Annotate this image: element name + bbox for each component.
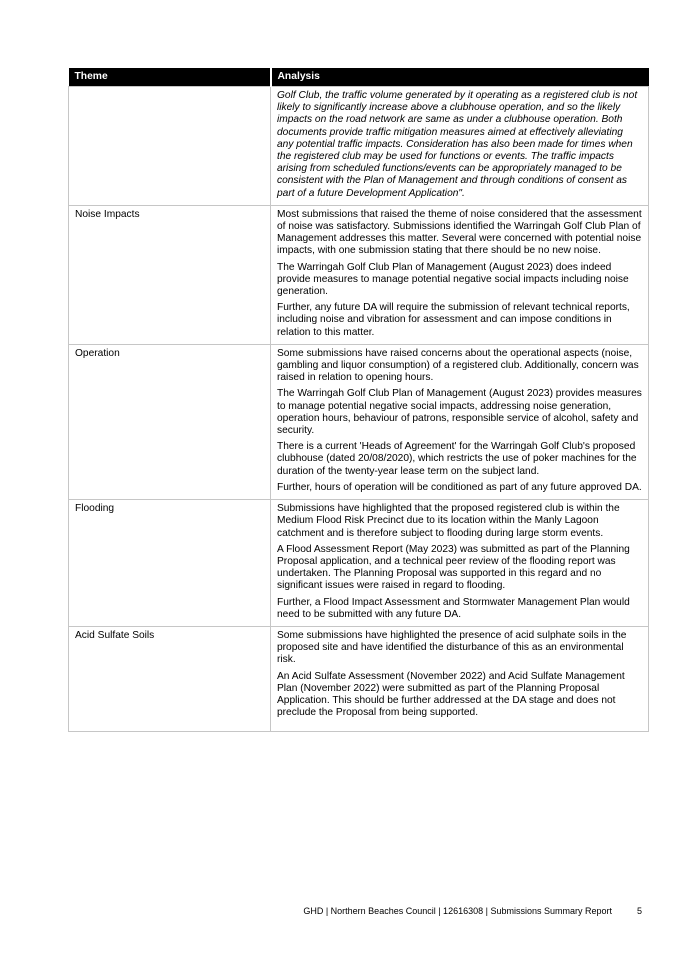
table-row [69,626,649,731]
table-row [69,500,649,627]
theme-cell: Operation [69,344,271,499]
theme-cell: Acid Sulfate Soils [69,626,271,731]
table-row [69,344,649,499]
analysis-paragraph: Some submissions have raised concerns about the operational aspects (noise, gambling and liquor consumption) of a registered club. Additionally, concern was raised in relation to opening hours. [277,347,639,384]
table-header-row [69,68,649,87]
page-footer [303,906,642,917]
analysis-paragraph: Most submissions that raised the theme of noise considered that the assessment of noise was satisfactory. Submissions identified the Warringah Golf Club Plan of Management addresses this matter. Several were concerned with potential noise impacts, with one submission stating that there should be no new noise. [277,208,642,257]
analysis-column-header: Analysis [271,68,649,87]
theme-cell [69,87,271,206]
table-row [69,87,649,206]
theme-cell: Flooding [69,500,271,627]
analysis-paragraph: Further, a Flood Impact Assessment and Stormwater Management Plan would need to be submitted with any future DA. [277,596,630,620]
table-body [69,87,649,732]
analysis-paragraph: Submissions have highlighted that the proposed registered club is within the Medium Flood Risk Precinct due to its location within the Manly Lagoon catchment and is therefore subject to flooding during large storm events. [277,503,620,539]
analysis-paragraph: Some submissions have highlighted the presence of acid sulphate soils in the proposed site and have identified the disturbance of this as an environmental risk. [277,629,627,666]
analysis-cell [271,626,649,731]
footer-text: GHD | Northern Beaches Council | 12616308 | Submissions Summary Report [303,906,612,916]
theme-cell: Noise Impacts [69,205,271,344]
analysis-paragraph: The Warringah Golf Club Plan of Management (August 2023) provides measures to manage potential negative social impacts, addressing noise generation, operation hours, behaviour of patrons, responsible service of alcohol, safety and security. [277,388,642,437]
analysis-paragraph: Further, any future DA will require the submission of relevant technical reports, including noise and vibration for assessment and can impose conditions in relation to this matter. [277,302,630,338]
analysis-cell [271,87,649,206]
analysis-paragraph: An Acid Sulfate Assessment (November 2022) and Acid Sulfate Management Plan (November 2022) were submitted as part of the Planning Proposal Application. This should be further addressed at the DA stage and does not preclude the Proposal from being supported. [277,670,625,719]
submissions-summary-table [68,68,649,732]
analysis-paragraph: A Flood Assessment Report (May 2023) was submitted as part of the Planning Proposal application, and a technical peer review of the flooding report was undertaken. The Planning Proposal was supported in this regard and no significant issues were raised in regard to flooding. [277,543,630,592]
table-row [69,205,649,344]
analysis-cell [271,344,649,499]
page-number: 5 [636,906,642,916]
analysis-paragraph: Golf Club, the traffic volume generated by it operating as a registered club is not likely to significantly increase above a clubhouse operation, and so the likely impacts on the road network are same as under a clubhouse operation. Both documents provide traffic mitigation measures aimed at effectively alleviating any potential traffic impacts. Consideration has also been made for times when the registered club may be used for functions or events. The traffic impacts arising from scheduled functions/events can be appropriately managed to be consistent with the Plan of Management and through conditions of consent as part of a future Development Application". [277,90,638,199]
analysis-cell [271,500,649,627]
analysis-paragraph: The Warringah Golf Club Plan of Management (August 2023) does indeed provide measures to manage potential negative social impacts including noise generation. [277,261,629,298]
analysis-paragraph: Further, hours of operation will be conditioned as part of any future approved DA. [277,481,642,493]
analysis-cell [271,205,649,344]
analysis-paragraph: There is a current 'Heads of Agreement' for the Warringah Golf Club's proposed clubhouse (dated 20/08/2020), which restricts the use of poker machines for the duration of the twenty-year lease term on the subject land. [277,441,637,477]
theme-column-header: Theme [69,68,271,87]
